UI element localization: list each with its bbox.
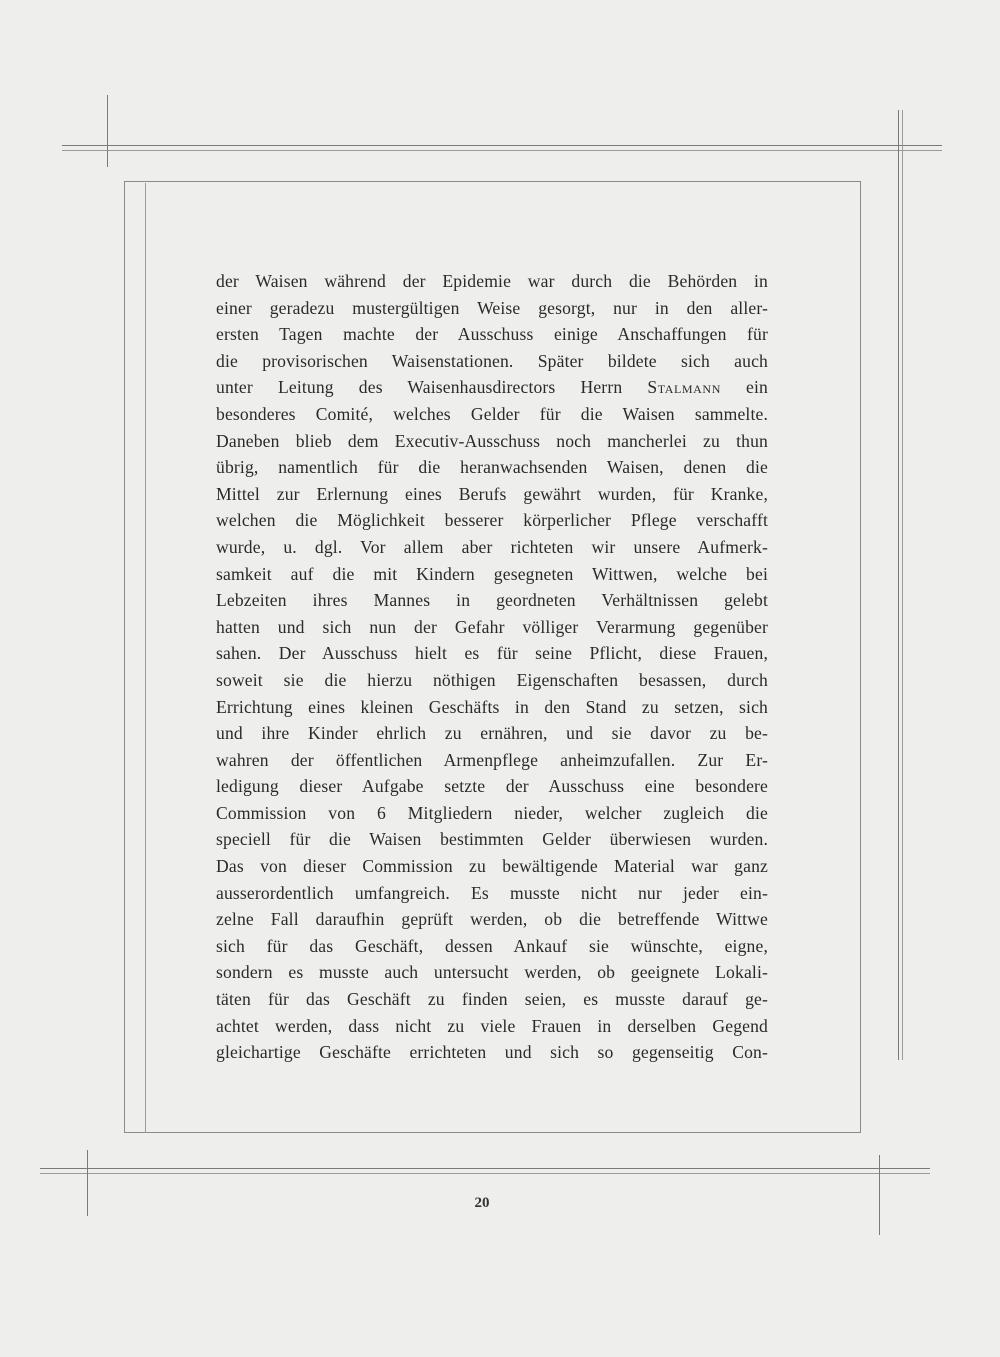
text-line: einer geradezu mustergültigen Weise gesorgt, nur in den aller-	[216, 297, 768, 318]
text-line: unter Leitung des Waisenhausdirectors Herrn	[216, 377, 623, 398]
text-line: sahen. Der Ausschuss hielt es für seine Pflicht, diese Frauen,	[216, 643, 768, 664]
bottom-border-rule-second	[40, 1173, 930, 1174]
text-line: Daneben blieb dem Executiv-Ausschuss noch mancherlei zu thun	[216, 430, 768, 451]
top-border-rule	[62, 145, 942, 146]
text-line: ledigung dieser Aufgabe setzte der Ausschuss eine besondere	[216, 776, 768, 797]
text-line: Das von dieser Commission zu bewältigende Material war ganz	[216, 856, 768, 877]
text-line: speciell für die Waisen bestimmten Gelder überwiesen wurden.	[216, 829, 768, 850]
text-line: hatten und sich nun der Gefahr völliger Verarmung gegenüber	[216, 616, 768, 637]
text-line: zelne Fall daraufhin geprüft werden, ob die betreffende Wittwe	[216, 909, 768, 930]
text-line: Errichtung eines kleinen Geschäfts in den Stand zu setzen, sich	[216, 696, 768, 717]
text-line: Lebzeiten ihres Mannes in geordneten Verhältnissen gelebt	[216, 590, 768, 611]
text-frame-inner-rule	[145, 183, 146, 1133]
bottom-border-rule	[40, 1168, 930, 1169]
text-line: Commission von 6 Mitgliedern nieder, welcher zugleich die	[216, 802, 768, 823]
text-line: der Waisen während der Epidemie war durch die Behörden in	[216, 271, 768, 291]
text-line: wahren der öffentlichen Armenpflege anheimzufallen. Zur Er-	[216, 749, 768, 770]
left-border-rule	[107, 95, 108, 167]
text-line: Mittel zur Erlernung eines Berufs gewährt wurden, für Kranke,	[216, 483, 768, 504]
text-line: täten für das Geschäft zu finden seien, es musste darauf ge-	[216, 989, 768, 1010]
right-border-rule-second	[902, 110, 903, 1060]
text-line: die provisorischen Waisenstationen. Später bildete sich auch	[216, 350, 768, 371]
text-line: achtet werden, dass nicht zu viele Frauen in derselben Gegend	[216, 1015, 768, 1036]
top-border-rule-second	[62, 150, 942, 151]
text-line: ersten Tagen machte der Ausschuss einige Anschaffungen für	[216, 324, 768, 345]
text-line: und ihre Kinder ehrlich zu ernähren, und sie davor zu be-	[216, 723, 768, 744]
text-line: gleichartige Geschäfte errichteten und sich so gegenseitig Con-	[216, 1042, 768, 1063]
text-line: welchen die Möglichkeit besserer körperlicher Pflege verschafft	[216, 510, 768, 531]
person-name: Stalmann	[647, 377, 721, 398]
right-border-rule	[898, 110, 899, 1060]
body-text	[216, 268, 768, 1066]
text-line: soweit sie die hierzu nöthigen Eigenschaften besassen, durch	[216, 669, 768, 690]
page-number: 20	[474, 1195, 490, 1211]
text-line: wurde, u. dgl. Vor allem aber richteten wir unsere Aufmerk-	[216, 536, 768, 557]
text-line: sondern es musste auch untersucht werden, ob geeignete Lokali-	[216, 962, 768, 983]
text-line: ausserordentlich umfangreich. Es musste nicht nur jeder ein-	[216, 882, 768, 903]
text-line-with-name	[216, 374, 768, 401]
text-line: samkeit auf die mit Kindern gesegneten Wittwen, welche bei	[216, 563, 768, 584]
text-line: übrig, namentlich für die heranwachsenden Waisen, denen die	[216, 457, 768, 478]
text-line: sich für das Geschäft, dessen Ankauf sie wünschte, eigne,	[216, 935, 768, 956]
text-line-tail: ein	[746, 377, 768, 398]
text-line: besonderes Comité, welches Gelder für die Waisen sammelte.	[216, 403, 768, 424]
